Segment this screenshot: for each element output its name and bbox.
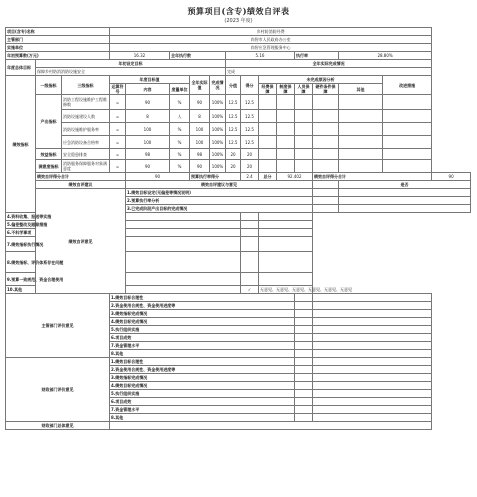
self-item-8: 8.绩效指标、评价体系存在问题	[6, 252, 241, 273]
row4-got: 12.5	[241, 136, 259, 149]
self-item-10: 10.其他	[6, 286, 241, 294]
row3-score: 12.5	[226, 123, 241, 136]
fin-item-3: 3.绩效指标完成情况	[110, 374, 295, 382]
dept-empty-2	[313, 302, 432, 310]
fin-item-5: 5.执行组织实施	[110, 390, 295, 398]
fin-check-1	[295, 358, 313, 366]
self-check-5	[241, 221, 259, 229]
final-empty	[110, 422, 432, 430]
row3-rate: 100%	[210, 123, 226, 136]
self-item-3: 3.已完成阶段产出目标的完成情况	[126, 205, 313, 213]
output-label: 产出指标	[36, 95, 62, 149]
row3-got: 12.5	[241, 123, 259, 136]
row5-actual: 98	[190, 149, 210, 160]
total-exec: 2.4	[241, 173, 259, 181]
l1-label: 一级指标	[36, 76, 62, 95]
col-staff: 人员保障	[295, 84, 313, 95]
dept-empty-5	[313, 326, 432, 334]
row4-rate: 100%	[210, 136, 226, 149]
dept-check-1	[295, 294, 313, 302]
dept-check-8	[295, 350, 313, 358]
self-empty-7	[259, 237, 313, 252]
dept-check-4	[295, 318, 313, 326]
fin-check-7	[295, 406, 313, 414]
row2-l3: 消防设施建设人数	[62, 110, 110, 123]
row1-op: =	[110, 95, 126, 110]
fin-empty-4	[313, 382, 432, 390]
review-right-label: 是否	[339, 181, 471, 189]
dept-check-2	[295, 302, 313, 310]
fin-item-6: 6.项目成效	[110, 398, 295, 406]
fin-check-6	[295, 398, 313, 406]
self-check-icon: ✓	[241, 286, 259, 294]
fin-empty-7	[313, 406, 432, 414]
goals-plan-label: 年初设定目标	[36, 60, 226, 68]
impl-value: 尚智应急管理服务中心	[110, 44, 432, 52]
row5-op: =	[110, 149, 126, 160]
dept-check-3	[295, 310, 313, 318]
goals-plan: 保障乡村防消消防设施安全	[36, 68, 226, 76]
col-hardware: 硬件条件保障	[313, 84, 339, 95]
dept-item-8: 8.其他	[110, 350, 295, 358]
fin-empty-5	[313, 390, 432, 398]
row6-op: =	[110, 160, 126, 173]
row3-l3: 消防设施维护服务率	[62, 123, 110, 136]
self-empty-8	[259, 252, 313, 273]
self-check-1	[313, 189, 339, 197]
dept-empty-3	[313, 310, 432, 318]
fin-empty-6	[313, 398, 432, 406]
dept-item-7: 7.资金管理水平	[110, 342, 295, 350]
total-score: 90	[126, 173, 190, 181]
op-label: 运算符号	[111, 84, 124, 94]
row1-actual: 90	[190, 95, 210, 110]
target-label: 年度目标值	[110, 76, 190, 84]
row1-content: 90	[126, 95, 170, 110]
full-year-label: 全年执行数	[170, 52, 226, 60]
review-check-col	[313, 181, 339, 189]
self-check-8	[241, 252, 259, 273]
row3-actual: 100	[190, 123, 210, 136]
row2-got: 12.5	[241, 110, 259, 123]
row2-score: 12.5	[226, 110, 241, 123]
self-repeat-text: 无意见、无意见、无意见、无意见、无意见、无意见	[260, 287, 352, 292]
self-empty-2	[339, 197, 471, 205]
goals-label: 年度总体目标	[6, 60, 36, 76]
col-other: 其他	[339, 84, 383, 95]
got-label: 得分	[241, 76, 259, 95]
self-section-label: 绩效自评意见	[36, 189, 126, 294]
goals-actual: 完成	[226, 68, 432, 76]
fin-empty-8	[313, 414, 432, 422]
dept-empty-6	[313, 334, 432, 342]
dept-item-6: 6.项目成效	[110, 334, 295, 342]
proj-name: 乡村防消防经费	[110, 28, 432, 36]
row2-actual: 8	[190, 110, 210, 123]
fin-check-2	[295, 366, 313, 374]
total-grade: 90	[432, 173, 471, 181]
self-item-1: 1.绩效目标设定(无偏差等情况说明)	[126, 189, 313, 197]
total-grade-label: 绩效自评得分合计	[313, 173, 432, 181]
self-item-9: 9.预算一致规范、资金合理使用	[6, 273, 241, 286]
row3-op: =	[110, 123, 126, 136]
row2-op: =	[110, 110, 126, 123]
exec-rate-label: 执行率	[295, 52, 339, 60]
dept-check-5	[295, 326, 313, 334]
row6-actual: 90	[190, 160, 210, 173]
row5-l3: 安全隐患排查	[62, 149, 110, 160]
budget-label: 年初预算数(万元)	[6, 52, 110, 60]
row4-l3: 应急消防设备合格率	[62, 136, 110, 149]
row4-actual: 100	[190, 136, 210, 149]
dept-section-label: 主管部门评价意见	[6, 294, 110, 358]
row1-l3: 消防工程设施维护工程维修数	[62, 95, 110, 110]
dept-empty-8	[313, 350, 432, 358]
self-check-9	[241, 273, 259, 286]
row5-score: 20	[226, 149, 241, 160]
self-check-7	[241, 237, 259, 252]
indicators-section: 绩效指标	[6, 76, 36, 213]
fin-item-8: 8.其他	[110, 414, 295, 422]
proj-name-label: 项目(含专)名称	[6, 28, 110, 36]
l3-label: 三级指标	[62, 76, 110, 95]
dept-item-3: 3.绩效指标完成情况	[110, 310, 295, 318]
analysis-label: 未完成原因分析	[259, 76, 383, 84]
row6-unit: %	[170, 160, 190, 173]
row3-unit: %	[170, 123, 190, 136]
self-empty-3	[339, 205, 471, 213]
improve-label: 改进措施	[383, 76, 432, 95]
dept-label: 主管部门	[6, 36, 110, 44]
row6-l3: 消防服务保障服务对象满意度	[62, 160, 110, 173]
exec-rate-value: 28.80%	[339, 52, 432, 60]
evaluation-table	[5, 27, 471, 430]
self-item-7: 7.绩效指标执行情况	[6, 237, 241, 252]
self-item-6: 6.不科学事项	[6, 229, 241, 237]
row6-rate: 100%	[210, 160, 226, 173]
self-empty-5	[259, 221, 313, 229]
fin-check-3	[295, 374, 313, 382]
impl-label: 实施单位	[6, 44, 110, 52]
fin-empty-2	[313, 366, 432, 374]
row6-content: 90	[126, 160, 170, 173]
self-empty-9	[259, 273, 313, 286]
fin-section-label: 财政部门评价意见	[6, 358, 110, 422]
fin-item-4: 4.绩效目标完成情况	[110, 382, 295, 390]
row5-got: 20	[241, 149, 259, 160]
self-check-3	[313, 205, 339, 213]
fin-item-2: 2.资金使用合规性、资金使用进度等	[110, 366, 295, 374]
score-label: 分值	[226, 76, 241, 95]
dept-check-7	[295, 342, 313, 350]
self-check-6	[241, 229, 259, 237]
satisfy-label: 满意度指标	[36, 160, 62, 173]
dept-check-6	[295, 334, 313, 342]
row4-op: =	[110, 136, 126, 149]
row4-score: 12.5	[226, 136, 241, 149]
row1-unit: %	[170, 95, 190, 110]
review-mid-label: 绩效自评建议与意见	[126, 181, 313, 189]
self-empty-1	[339, 189, 471, 197]
row3-content: 100	[126, 123, 170, 136]
doc-title: 预算项目(含专)绩效自评表	[187, 6, 290, 16]
total-sum: 92.402	[277, 173, 313, 181]
row2-rate: 100%	[210, 110, 226, 123]
row1-rate: 100%	[210, 95, 226, 110]
actual-val-label: 全年实际值	[190, 76, 210, 95]
unit-label: 度量单位	[170, 84, 190, 95]
row2-unit: 人	[170, 110, 190, 123]
dept-item-1: 1.绩效目标合理性	[110, 294, 295, 302]
budget-value: 16.32	[110, 52, 170, 60]
full-year-value: 5.16	[226, 52, 295, 60]
doc-year: (2023 年度)	[224, 18, 253, 24]
self-item-5: 5.偏差整改及跟踪措施	[6, 221, 241, 229]
row5-unit: %	[170, 149, 190, 160]
dept-item-4: 4.绩效目标完成情况	[110, 318, 295, 326]
row1-got: 12.5	[241, 95, 259, 110]
total-sum-label: 总分	[259, 173, 277, 181]
self-item-2: 2.预算执行率分析	[126, 197, 313, 205]
review-left-label: 绩效自评建议	[36, 181, 126, 189]
done-rate-label: 完成情况	[210, 76, 226, 95]
col-rule: 制度保障	[277, 84, 295, 95]
fin-check-5	[295, 390, 313, 398]
self-empty-6	[259, 229, 313, 237]
row1-score: 12.5	[226, 95, 241, 110]
self-item-4: 4.资料收集、报送等实施	[6, 213, 241, 221]
dept-empty-7	[313, 342, 432, 350]
col-fund: 经费保障	[259, 84, 277, 95]
self-empty-4	[259, 213, 313, 221]
self-check-4	[241, 213, 259, 221]
fin-empty-3	[313, 374, 432, 382]
dept-value: 尚智市人民政府办公室	[110, 36, 432, 44]
content-label: 内容	[126, 84, 170, 95]
final-label: 财政部门总体意见	[6, 422, 110, 430]
benefit-label: 效益指标	[36, 149, 62, 160]
goals-actual-label: 全年实际完成情况	[226, 60, 432, 68]
fin-check-8	[295, 414, 313, 422]
dept-item-2: 2.资金使用合规性、资金使用进度等	[110, 302, 295, 310]
total-score-label: 绩效自评得分合计	[36, 173, 126, 181]
row5-content: 98	[126, 149, 170, 160]
dept-empty-1	[313, 294, 432, 302]
dept-item-5: 5.执行组织实施	[110, 326, 295, 334]
row4-content: 100	[126, 136, 170, 149]
dept-empty-4	[313, 318, 432, 326]
row4-unit: %	[170, 136, 190, 149]
total-exec-label: 预算执行率得分	[190, 173, 241, 181]
fin-item-7: 7.资金管理水平	[110, 406, 295, 414]
fin-empty-1	[313, 358, 432, 366]
row6-score: 20	[226, 160, 241, 173]
fin-check-4	[295, 382, 313, 390]
fin-item-1: 1.绩效目标合理性	[110, 358, 295, 366]
self-check-2	[313, 197, 339, 205]
row2-content: 8	[126, 110, 170, 123]
row5-rate: 100%	[210, 149, 226, 160]
row6-got: 20	[241, 160, 259, 173]
